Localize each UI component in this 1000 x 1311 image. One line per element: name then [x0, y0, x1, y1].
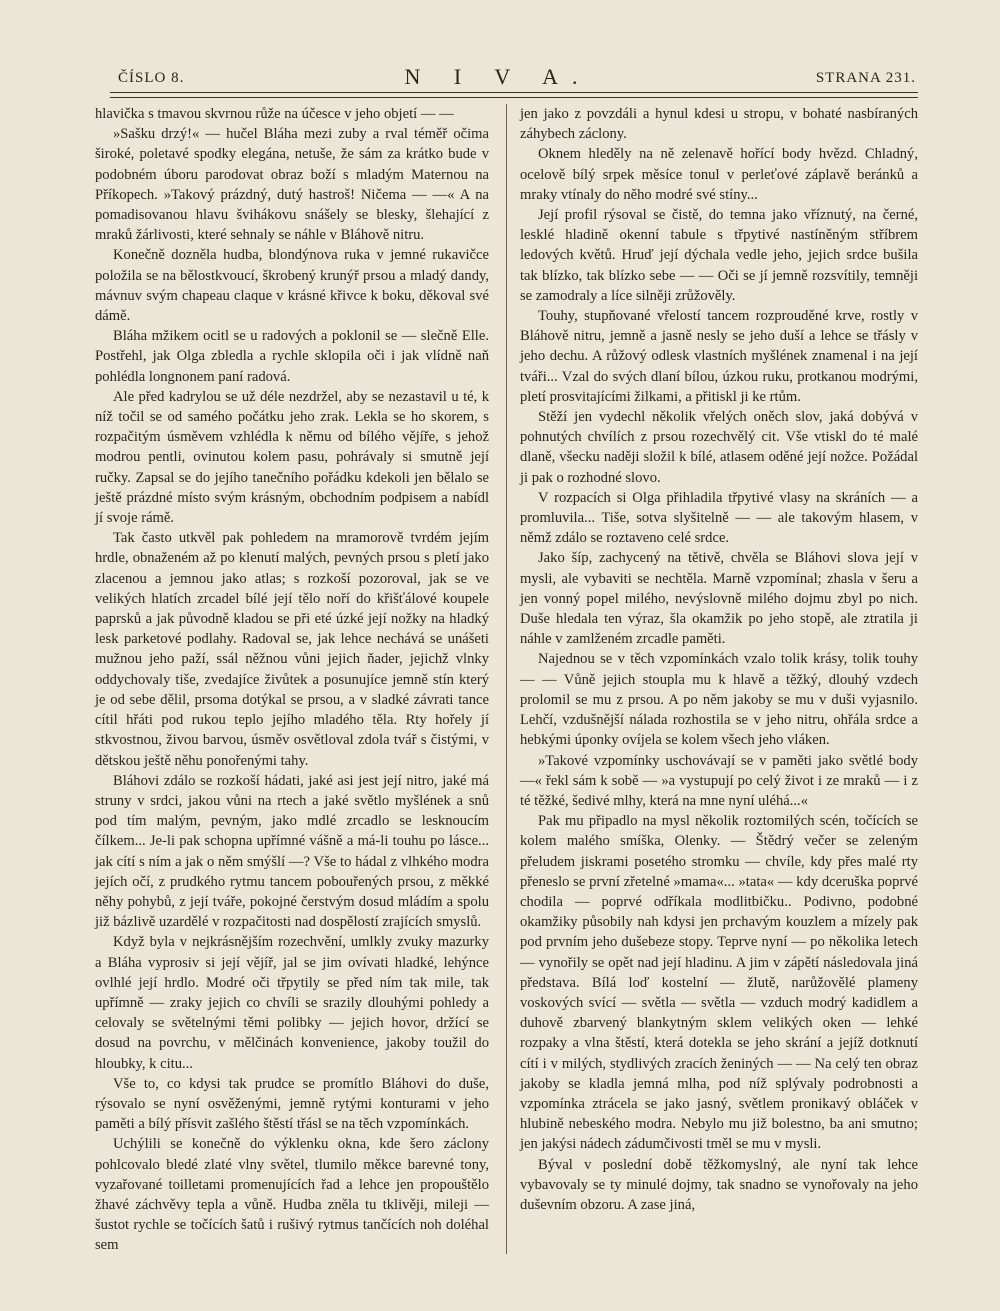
paragraph: »Sašku drzý!« — hučel Bláha mezi zuby a rval téměř očima široké, poletavé spodky elegána, netuše, že sám za krátko bude v podobném úboru parodovat obraz boží s mladým Maternou na Příkopech. »Takový prázdný, dutý hastroš! Ničema — —« A na pomadisovanou hlavu švihákovu snášely se blesky, šlehající z mraků žárlivosti, které sehnaly se náhle v Bláhově nitru. [95, 126, 489, 244]
left-column [95, 104, 489, 1256]
paragraph: Bláha mžikem ocitl se u radových a poklonil se — slečně Elle. Postřehl, jak Olga zbledla a rychle sklopila oči i jak vlídně naň pohlédla longnonem paní radová. [95, 328, 489, 385]
paragraph: jen jako z povzdáli a hynul kdesi u stropu, v bohaté nasbíraných záhybech záclony. [520, 106, 918, 143]
paragraph: Když byla v nejkrásnějším rozechvění, umlkly zvuky mazurky a Bláha vyprosiv si její vějíř, jal se jim ovívati hladké, lehýnce ovlhlé její hrdlo. Modré oči třpytily se před ním tak mile, tak upřímně — zraky jejich co chvíli se srazily dlouhými pohledy a celovaly se světelnými těmi polibky — jejich hovor, držící se dosud na povrchu, v mělčinách konvenience, jakoby toužil do hloubky, k citu... [95, 934, 489, 1072]
right-column [520, 104, 918, 1215]
paragraph: Konečně dozněla hudba, blondýnova ruka v jemné rukavičce položila se na bělostkvoucí, škrobený krunýř prsou a mladý dandy, mávnuv svým chapeau claque v krásné křivce k boku, děkoval své dámě. [95, 247, 489, 325]
paragraph: Tak často utkvěl pak pohledem na mramorově tvrdém jejím hrdle, obnaženém až po klenutí malých, pevných prsou s pletí jako zlacenou a jemnou jako atlas; s rozkoší pozoroval, jak se ve velikých hlatích zrcadel bílé její tělo noří do křišťálové koupele paprsků a jak původně kladou se při eté úzké její nožky na hladký lesk parketové podlahy. Radoval se, jak lehce nechává se unášeti mužnou jeho paží, ssál něžnou vůni jejich ňader, jejichž vlnky oddychovaly tiše, zvedajíce živůtek a posunujíce jemně stín který je od sebe dělil, prsoma dotýkal se prsou, a v sladké závrati tance cítil hřáti pod rukou teplo jejího mladého těla. Rty hořely jí stkvostnou, živou barvou, úsměv osvětloval zdola tvář s čistými, v dětskou ještě něhu ponořenými tahy. [95, 530, 489, 769]
paragraph: Jako šíp, zachycený na tětivě, chvěla se Bláhovi slova její v mysli, ale vybaviti se nechtěla. Marně vzpomínal; zhasla v šeru a jen vonný popel milého, nevýslovně milého dojmu zbyl po nich. Duše hledala ten výraz, šla okamžik po jeho stopě, ale ztratila ji náhle v zamlženém zrcadle paměti. [520, 550, 918, 648]
header-rule [110, 92, 918, 98]
paragraph: Ale před kadrylou se už déle nezdržel, aby se nezastavil u té, k níž točil se od samého počátku jeho zrak. Lekla se ho skorem, s rozpačitým úsměvem vzhlédla k němu od bílého vějíře, s jehož modrou pentli, ovinutou kolem pasu, pohrávaly si smutně její ručky. Zapsal se do jejího tanečního pořádku kdekoli jen bělalo se ještě prázdné místo svým krásným, obchodním podpisem a nabídl jí svoje rámě. [95, 388, 489, 527]
page-header [80, 64, 916, 94]
paragraph: Bláhovi zdálo se rozkoší hádati, jaké asi jest její nitro, jaké má struny v srdci, jakou vůni na rtech a jaké světlo myšlének a snů pod tím malým, pevným, jako mdlé zrcadlo se lesknoucím čílkem... Je-li pak schopna upřímné vášně a má-li touhu po lásce... jak cítí s ním a jak o něm smýšlí —? Vše to hádal z vlhkého modra jejích očí, z prudkého rytmu tancem pobouřených prsou, z měkké něhy pohybů, z její tváře, pokojné čerstvým dosud mládím a spolu již bázlivě uzardělé v rozpačitosti nad dospělostí zrajících smyslů. [95, 772, 489, 931]
paragraph: Býval v poslední době těžkomyslný, ale nyní tak lehce vybavovaly se ty minulé dojmy, tak snadno se vynořovaly na jeho duševním obzoru. A zase jiná, [520, 1156, 918, 1213]
issue-number: ČÍSLO 8. [118, 70, 185, 86]
paragraph: Vše to, co kdysi tak prudce se promítlo Bláhovi do duše, rýsovalo se nyní osvěženými, jemně rytými konturami v jeho paměti a bílý přísvit zašlého štěstí třásl se na těch vzpomínkách. [95, 1075, 489, 1133]
paragraph: V rozpacích si Olga přihladila třpytivé vlasy na skráních — a promluvila... Tiše, sotva slyšitelně — — ale takovým hlasem, v němž zdálo se roztaveno celé srdce. [520, 489, 918, 547]
paragraph: Její profil rýsoval se čistě, do temna jako vříznutý, na černé, lesklé hladině okenní tabule s třpytivé nastíněným stříbrem ledových květů. Hruď její dýchala vedle jeho, jejich srdce bušila tak blízko, tak blízko sebe — — Oči se jí jemně rozsvítily, temněji se zamodraly a líce silněji zrůžověly. [520, 207, 918, 304]
paragraph: hlavička s tmavou skvrnou růže na účesce v jeho objetí — — [95, 106, 454, 122]
column-divider [506, 104, 507, 1254]
paragraph: »Takové vzpomínky uschovávají se v paměti jako světlé body —« řekl sám k sobě — »a vystupují po celý život i ze mraků — i z té těžké, šedivé mlhy, která na mne nyní uléhá...« [520, 752, 918, 809]
paragraph: Pak mu připadlo na mysl několik roztomilých scén, točících se kolem malého smíška, Olenky. — Štědrý večer se zeleným přeludem jiskrami posetého stromku — chvíle, kdy přes malé rty přeneslo se první zřetelné »mama«... »tata« — kdy dceruška poprvé chodila — poprvé odříkala modlitbičku.. Podivno, podobné okamžiky působily nah kdysi jen prchavým kouzlem a mízely pak pod prvním jeho dušebeze stopy. Teprve nyní — po několika letech — vynořily se opět nad její hladinu. A jim v zápětí následovala jiná představa. Bílá loď kostelní — žlutě, narůžovělé plameny voskových svící — světla — světla — vzduch modrý kadidlem a duhově zbarvený blankytným sklem velikých oken — lehké rozpaky a vlna štěstí, která dotekla se jeho skrání a jejíž dotknutí cítí i v milých, stydlivých zracích ženiných — — Na celý ten obraz jakoby se kladla jemná mlha, pod níž splývaly podrobnosti a vzpomínka ztrácela se jako jasný, světlem pronikavý obláček v hlubině nebeského modra. Nebylo mu již bolestno, ba ani smutno; jen jakýsi nádech zádumčivosti tměl se mu v mysli. [520, 813, 918, 1153]
paragraph: Stěží jen vydechl několik vřelých oněch slov, jaká dobývá v pohnutých chvílích z prsou rozechvělý cit. Vše vtiskl do té malé dlaně, všecku naději složil k bílé, atlasem oděné její nožce. Požádal ji pak o rozhodné slovo. [520, 409, 918, 486]
paragraph: Oknem hleděly na ně zelenavě hořící body hvězd. Chladný, ocelově bílý srpek měsíce tonul v perleťové záplavě beránků a mraky vtínaly do něho modré své stíny... [520, 146, 918, 203]
paragraph: Touhy, stupňované vřelostí tancem rozprouděné krve, rostly v Bláhově nitru, jemně a jasně nesly se jeho duší a lehce se třásly v jeho dechu. A růžový odlesk vlastních myšlének znamenal i na její tváři... Vzal do svých dlaní bílou, úzkou ruku, protkanou modrými, pletí prosvitajícími žilkami, a přitiskl ji ke rtům. [520, 308, 918, 405]
paragraph: Uchýlili se konečně do výklenku okna, kde šero záclony pohlcovalo bledé zlaté vlny světel, tlumilo měkce barevné tony, vyzařované toilletami promenujících řad a lehce jen propouštělo žhavé záchvěvy tepla a vůně. Hudba zněla tu tklivěji, mileji — šustot rychle se točících šatů i rušivý rytmus tančících noh doléhal sem [95, 1136, 489, 1254]
paragraph: Najednou se v těch vzpomínkách vzalo tolik krásy, tolik touhy — — Vůně jejich stoupla mu k hlavě a těžký, dlouhý vzdech prolomil se mu z prsou. A po něm jakoby se mu v duši vyjasnilo. Lehčí, vzdušnější nálada rozhostila se v jeho nitru, ohřála srdce a hebkými úponky ovíjela se kolem všech jeho vláken. [520, 651, 918, 749]
journal-title: N I V A. [404, 64, 592, 89]
page-number: STRANA 231. [815, 70, 916, 86]
